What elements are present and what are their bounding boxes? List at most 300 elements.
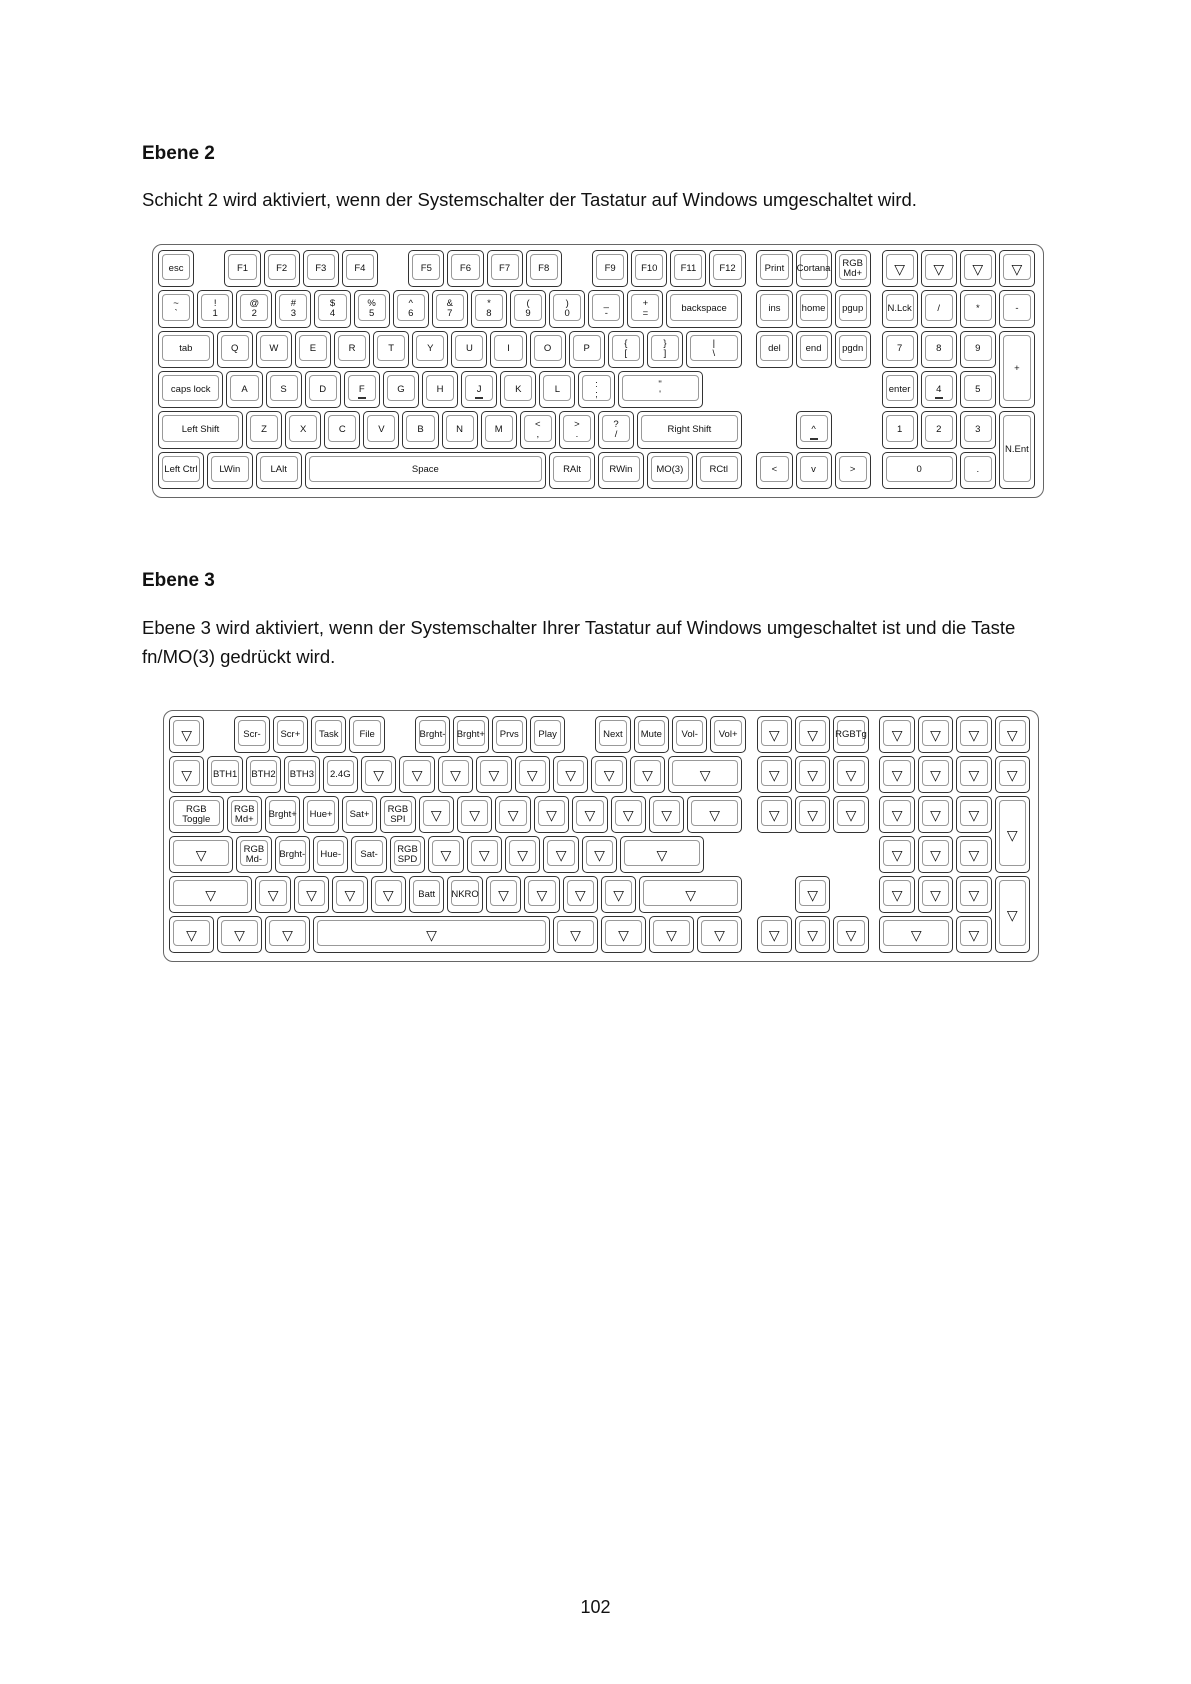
layer2-key-u xyxy=(451,331,487,368)
layer3-key-transparent xyxy=(918,756,953,793)
layer3-key-hue xyxy=(313,836,348,873)
transparent-icon: ▽ xyxy=(930,846,941,863)
layer3-key-transparent xyxy=(399,756,434,793)
key-label: Prvs xyxy=(499,728,519,740)
layer3-key-transparent xyxy=(313,916,550,953)
layer2-key-transparent xyxy=(921,250,957,287)
transparent-icon: ▽ xyxy=(972,260,984,277)
layer2-key-lalt xyxy=(256,452,302,489)
transparent-icon: ▽ xyxy=(807,766,818,783)
layer2-key-i xyxy=(490,331,526,368)
layer2-key-n xyxy=(442,411,478,448)
transparent-icon: ▽ xyxy=(1006,766,1018,783)
layer3-key-prvs xyxy=(492,716,527,753)
key-label: 2 xyxy=(936,423,942,435)
layer2-key-h xyxy=(422,371,458,408)
layer2-key-backspace xyxy=(666,290,741,327)
layer2-key-x xyxy=(285,411,321,448)
transparent-icon: ▽ xyxy=(968,766,980,783)
layer2-key-del xyxy=(756,331,792,368)
transparent-icon: ▽ xyxy=(930,886,941,903)
key-label: M xyxy=(494,423,503,435)
layer3-key-transparent xyxy=(956,916,991,953)
layer3-key-transparent xyxy=(879,836,914,873)
layer2-key-2 xyxy=(921,411,957,448)
layer3-key-transparent xyxy=(918,836,953,873)
key-label: home xyxy=(801,302,826,314)
transparent-icon: ▽ xyxy=(709,806,721,823)
key-label: / xyxy=(937,302,941,314)
transparent-icon: ▽ xyxy=(488,766,500,783)
transparent-icon: ▽ xyxy=(536,886,548,903)
key-label: RGB Md+ xyxy=(233,803,255,825)
key-label: I xyxy=(507,343,510,355)
layer2-key-f4 xyxy=(342,250,378,287)
key-label: X xyxy=(299,423,307,435)
layer2-key-key xyxy=(618,371,703,408)
key-label: 4 xyxy=(936,383,942,395)
homing-bump xyxy=(475,397,483,399)
key-label: | \ xyxy=(712,338,716,360)
layer3-key-transparent xyxy=(524,876,559,913)
layer3-key-transparent xyxy=(757,756,792,793)
layer2-key-f1 xyxy=(224,250,260,287)
layer2-key-transparent xyxy=(999,250,1035,287)
key-label: Hue+ xyxy=(309,808,333,820)
key-label: LWin xyxy=(219,464,241,476)
transparent-icon: ▽ xyxy=(968,886,980,903)
key-label: LAlt xyxy=(270,464,287,476)
layer3-key-transparent xyxy=(582,836,617,873)
layer2-key-key xyxy=(520,411,556,448)
layer2-key-end xyxy=(796,331,832,368)
layer3-key-transparent xyxy=(956,836,991,873)
key-label: F5 xyxy=(420,262,432,274)
layer2-key-b xyxy=(402,411,438,448)
layer3-key-transparent xyxy=(169,756,204,793)
key-label: BTH3 xyxy=(289,768,315,780)
layer3-key-brght xyxy=(265,796,300,833)
layer2-key-4 xyxy=(314,290,350,327)
layer2-key-n-ent xyxy=(999,411,1035,489)
layer2-key-f8 xyxy=(526,250,562,287)
transparent-icon: ▽ xyxy=(344,886,356,903)
key-label: caps lock xyxy=(170,383,211,395)
layer3-key-transparent xyxy=(601,916,646,953)
key-label: Q xyxy=(231,343,239,355)
transparent-icon: ▽ xyxy=(195,846,207,863)
key-label: v xyxy=(811,464,816,476)
key-label: @ 2 xyxy=(249,297,260,319)
key-label: ) 0 xyxy=(564,297,570,319)
key-label: tab xyxy=(179,343,193,355)
layer3-key-transparent xyxy=(620,836,703,873)
key-label: RGB SPD xyxy=(397,843,418,865)
layer3-key-2-4g xyxy=(323,756,358,793)
transparent-icon: ▽ xyxy=(450,766,461,783)
key-label: 3 xyxy=(975,423,981,435)
transparent-icon: ▽ xyxy=(807,806,818,823)
layer2-key-key xyxy=(686,331,742,368)
layer3-key-transparent xyxy=(169,876,252,913)
layer3-key-transparent xyxy=(515,756,550,793)
layer2-key-4 xyxy=(921,371,957,408)
key-label: * xyxy=(975,302,980,314)
layer3-key-next xyxy=(595,716,630,753)
transparent-icon: ▽ xyxy=(181,766,193,783)
transparent-icon: ▽ xyxy=(613,886,625,903)
transparent-icon: ▽ xyxy=(622,806,634,823)
transparent-icon: ▽ xyxy=(411,766,423,783)
layer3-key-rgb-md xyxy=(227,796,262,833)
layer2-key-0 xyxy=(882,452,957,489)
transparent-icon: ▽ xyxy=(930,806,941,823)
layer3-key-transparent xyxy=(361,756,396,793)
transparent-icon: ▽ xyxy=(910,926,922,943)
layer2-key-2 xyxy=(236,290,272,327)
layer2-key-p xyxy=(569,331,605,368)
layer3-key-transparent xyxy=(833,756,868,793)
key-label: 7 xyxy=(896,343,903,355)
transparent-icon: ▽ xyxy=(891,806,903,823)
key-label: NKRO xyxy=(451,888,479,900)
transparent-icon: ▽ xyxy=(656,846,668,863)
key-label: enter xyxy=(888,383,911,395)
key-label: Left Ctrl xyxy=(164,464,198,476)
transparent-icon: ▽ xyxy=(968,926,980,943)
layer3-key-transparent xyxy=(879,796,914,833)
layer2-key-caps-lock xyxy=(158,371,223,408)
layer2-key-a xyxy=(226,371,262,408)
layer2-key-7 xyxy=(432,290,468,327)
key-label: K xyxy=(515,383,522,395)
layer2-key-mo-3 xyxy=(647,452,693,489)
layer3-key-rgb-spi xyxy=(380,796,415,833)
layer3-key-transparent xyxy=(795,796,830,833)
key-label: Sat+ xyxy=(349,808,370,820)
key-label: > . xyxy=(574,418,580,440)
key-label: Next xyxy=(603,728,623,740)
layer2-key-v xyxy=(363,411,399,448)
layer2-key-key xyxy=(627,290,663,327)
layer2-key-f3 xyxy=(303,250,339,287)
layer3-key-transparent xyxy=(476,756,511,793)
transparent-icon: ▽ xyxy=(894,260,905,277)
keyboard-layer-3-diagram xyxy=(163,710,1039,962)
layer3-key-transparent xyxy=(294,876,329,913)
transparent-icon: ▽ xyxy=(807,886,818,903)
layer2-key-d xyxy=(305,371,341,408)
layer2-key-y xyxy=(412,331,448,368)
key-label: Task xyxy=(319,728,339,740)
layer2-key-f7 xyxy=(487,250,523,287)
transparent-icon: ▽ xyxy=(642,766,653,783)
key-label: BTH1 xyxy=(212,768,238,780)
key-label: end xyxy=(805,343,822,355)
layer2-key-key xyxy=(999,331,1035,409)
transparent-icon: ▽ xyxy=(430,806,442,823)
layer2-key-f12 xyxy=(709,250,745,287)
layer2-key-space xyxy=(305,452,546,489)
key-label: Vol- xyxy=(681,728,698,740)
layer3-key-transparent xyxy=(572,796,607,833)
layer3-key-transparent xyxy=(495,796,530,833)
transparent-icon: ▽ xyxy=(594,846,605,863)
key-label: F11 xyxy=(680,262,697,274)
layer3-key-transparent xyxy=(534,796,569,833)
key-label: G xyxy=(397,383,405,395)
transparent-icon: ▽ xyxy=(845,926,857,943)
layer2-key-f xyxy=(344,371,380,408)
layer3-key-transparent xyxy=(332,876,367,913)
layer3-key-transparent xyxy=(995,876,1030,953)
transparent-icon: ▽ xyxy=(555,846,567,863)
transparent-icon: ▽ xyxy=(498,886,509,903)
transparent-icon: ▽ xyxy=(205,886,217,903)
transparent-icon: ▽ xyxy=(426,926,437,943)
transparent-icon: ▽ xyxy=(234,926,245,943)
layer2-key-s xyxy=(266,371,302,408)
layer2-key-1 xyxy=(882,411,918,448)
layer2-key-rgb-md xyxy=(835,250,871,287)
layer2-key-key xyxy=(559,411,595,448)
layer3-key-scr xyxy=(234,716,269,753)
key-label: Play xyxy=(538,728,557,740)
layer3-key-transparent xyxy=(630,756,665,793)
key-label: ins xyxy=(768,302,781,314)
key-label: MO(3) xyxy=(656,464,684,476)
layer2-key-m xyxy=(481,411,517,448)
key-label: _ - xyxy=(603,297,609,319)
layer3-key-transparent xyxy=(428,836,463,873)
layer3-key-bth2 xyxy=(246,756,281,793)
layer3-key-transparent xyxy=(956,796,991,833)
transparent-icon: ▽ xyxy=(699,766,711,783)
section-2-text: Schicht 2 wird aktiviert, wenn der Systemschalter der Tastatur auf Windows umgeschaltet wird. xyxy=(142,189,917,210)
layer3-key-transparent xyxy=(795,916,830,953)
layer2-key-3 xyxy=(275,290,311,327)
layer3-key-transparent xyxy=(956,876,991,913)
homing-bump xyxy=(935,397,943,399)
key-label: pgdn xyxy=(842,343,864,355)
key-label: < xyxy=(771,464,778,476)
layer2-key-0 xyxy=(549,290,585,327)
layer3-key-rgb-spd xyxy=(390,836,425,873)
layer2-key-pgup xyxy=(835,290,871,327)
layer3-key-transparent xyxy=(611,796,646,833)
key-label: ? / xyxy=(613,418,619,440)
layer2-key-ins xyxy=(756,290,792,327)
key-label: J xyxy=(476,383,482,395)
key-label: F4 xyxy=(354,262,366,274)
layer2-key-5 xyxy=(960,371,996,408)
transparent-icon: ▽ xyxy=(768,806,780,823)
section-3-text: Ebene 3 wird aktiviert, wenn der Systemschalter Ihrer Tastatur auf Windows umgeschaltet ist und die Taste fn/MO(3) gedrückt wird. xyxy=(142,617,1016,667)
layer2-key-key xyxy=(835,452,871,489)
layer2-key-rwin xyxy=(598,452,644,489)
layer2-key-tab xyxy=(158,331,214,368)
layer3-key-rgb-md xyxy=(236,836,271,873)
layer3-key-transparent xyxy=(833,796,868,833)
layer3-key-transparent xyxy=(687,796,742,833)
transparent-icon: ▽ xyxy=(845,806,857,823)
key-label: W xyxy=(269,343,279,355)
key-label: Hue- xyxy=(320,848,341,860)
homing-bump xyxy=(810,438,818,440)
key-label: L xyxy=(554,383,561,395)
key-label: Brght+ xyxy=(268,808,297,820)
key-label: Z xyxy=(261,423,267,435)
key-label: + xyxy=(1014,363,1020,375)
key-label: 9 xyxy=(975,343,981,355)
layer3-key-rgb-toggle xyxy=(169,796,224,833)
transparent-icon: ▽ xyxy=(1006,906,1018,923)
transparent-icon: ▽ xyxy=(807,926,818,943)
layer3-key-transparent xyxy=(486,876,521,913)
layer2-key-t xyxy=(373,331,409,368)
layer3-key-transparent xyxy=(697,916,742,953)
transparent-icon: ▽ xyxy=(845,766,857,783)
layer2-key-l xyxy=(539,371,575,408)
layer3-key-transparent xyxy=(879,756,914,793)
key-label: Cortana xyxy=(796,262,831,274)
layer3-key-bth1 xyxy=(207,756,242,793)
key-label: & 7 xyxy=(446,297,453,319)
key-label: } ] xyxy=(663,338,667,360)
layer2-key-key xyxy=(598,411,634,448)
key-label: ( 9 xyxy=(525,297,531,319)
layer2-key-key xyxy=(921,290,957,327)
layer3-key-scr xyxy=(273,716,308,753)
key-label: T xyxy=(388,343,395,355)
layer3-key-rgbtg xyxy=(833,716,868,753)
layer3-key-transparent xyxy=(553,916,598,953)
transparent-icon: ▽ xyxy=(891,726,903,743)
transparent-icon: ▽ xyxy=(768,926,780,943)
layer2-key-f10 xyxy=(631,250,667,287)
key-label: Batt xyxy=(418,888,436,900)
key-label: F8 xyxy=(538,262,550,274)
layer2-key-9 xyxy=(960,331,996,368)
transparent-icon: ▽ xyxy=(282,926,293,943)
layer2-key-8 xyxy=(471,290,507,327)
key-label: RAlt xyxy=(563,464,582,476)
key-label: F7 xyxy=(499,262,511,274)
layer2-key-f5 xyxy=(408,250,444,287)
key-label: R xyxy=(348,343,356,355)
layer2-key-esc xyxy=(158,250,194,287)
layer3-key-brght xyxy=(415,716,450,753)
layer2-key-key xyxy=(608,331,644,368)
layer2-key-key xyxy=(960,290,996,327)
layer2-key-6 xyxy=(393,290,429,327)
layer3-key-transparent xyxy=(795,716,830,753)
layer3-key-transparent xyxy=(995,716,1030,753)
key-label: * 8 xyxy=(486,297,492,319)
layer3-key-transparent xyxy=(649,916,694,953)
layer2-key-3 xyxy=(960,411,996,448)
layer3-key-vol xyxy=(672,716,707,753)
key-label: V xyxy=(378,423,385,435)
key-label: Right Shift xyxy=(667,423,712,435)
transparent-icon: ▽ xyxy=(478,846,490,863)
layer3-key-transparent xyxy=(371,876,406,913)
key-label: O xyxy=(543,343,552,355)
layer2-key-lwin xyxy=(207,452,253,489)
key-label: + = xyxy=(642,297,649,319)
key-label: BTH2 xyxy=(251,768,276,780)
key-label: F2 xyxy=(276,262,288,274)
section-2-heading: Ebene 2 xyxy=(142,143,215,164)
layer2-key-left-shift xyxy=(158,411,243,448)
key-label: del xyxy=(768,343,781,355)
layer3-key-task xyxy=(311,716,346,753)
layer3-key-transparent xyxy=(419,796,454,833)
layer2-key-5 xyxy=(354,290,390,327)
layer3-key-transparent xyxy=(995,756,1030,793)
key-label: 5 xyxy=(975,383,981,395)
key-label: Left Shift xyxy=(181,423,220,435)
layer3-key-transparent xyxy=(757,716,792,753)
transparent-icon: ▽ xyxy=(1006,726,1018,743)
transparent-icon: ▽ xyxy=(714,926,725,943)
layer3-key-transparent xyxy=(438,756,473,793)
key-label: 0 xyxy=(916,464,922,476)
transparent-icon: ▽ xyxy=(1011,260,1023,277)
transparent-icon: ▽ xyxy=(570,926,581,943)
layer3-key-transparent xyxy=(169,916,214,953)
transparent-icon: ▽ xyxy=(968,846,980,863)
layer2-key-ralt xyxy=(549,452,595,489)
key-label: P xyxy=(583,343,590,355)
transparent-icon: ▽ xyxy=(1006,826,1018,843)
layer3-key-transparent xyxy=(505,836,540,873)
key-label: 1 xyxy=(896,423,903,435)
layer3-key-bth3 xyxy=(284,756,319,793)
layer2-key-k xyxy=(500,371,536,408)
layer2-key-left-ctrl xyxy=(158,452,204,489)
key-label: B xyxy=(417,423,424,435)
key-label: pgup xyxy=(842,302,864,314)
key-label: F xyxy=(358,383,365,395)
layer3-key-transparent xyxy=(795,756,830,793)
layer3-key-transparent xyxy=(601,876,636,913)
layer3-key-play xyxy=(530,716,565,753)
key-label: Brght- xyxy=(419,728,446,740)
transparent-icon: ▽ xyxy=(382,886,394,903)
key-label: RGBTg xyxy=(835,728,867,740)
layer3-key-transparent xyxy=(757,916,792,953)
key-label: F1 xyxy=(236,262,249,274)
layer2-key-home xyxy=(796,290,832,327)
transparent-icon: ▽ xyxy=(574,886,586,903)
layer2-key-e xyxy=(295,331,331,368)
key-label: C xyxy=(338,423,346,435)
transparent-icon: ▽ xyxy=(661,806,673,823)
key-label: N.Lck xyxy=(887,302,912,314)
layer3-key-transparent xyxy=(639,876,742,913)
layer2-key-cortana xyxy=(796,250,832,287)
layer3-key-hue xyxy=(303,796,338,833)
layer3-key-transparent xyxy=(757,796,792,833)
key-label: > xyxy=(849,464,856,476)
key-label: Brght- xyxy=(279,848,306,860)
layer2-key-8 xyxy=(921,331,957,368)
layer3-key-transparent xyxy=(467,836,502,873)
transparent-icon: ▽ xyxy=(565,766,577,783)
layer3-key-file xyxy=(349,716,384,753)
layer2-key-c xyxy=(324,411,360,448)
